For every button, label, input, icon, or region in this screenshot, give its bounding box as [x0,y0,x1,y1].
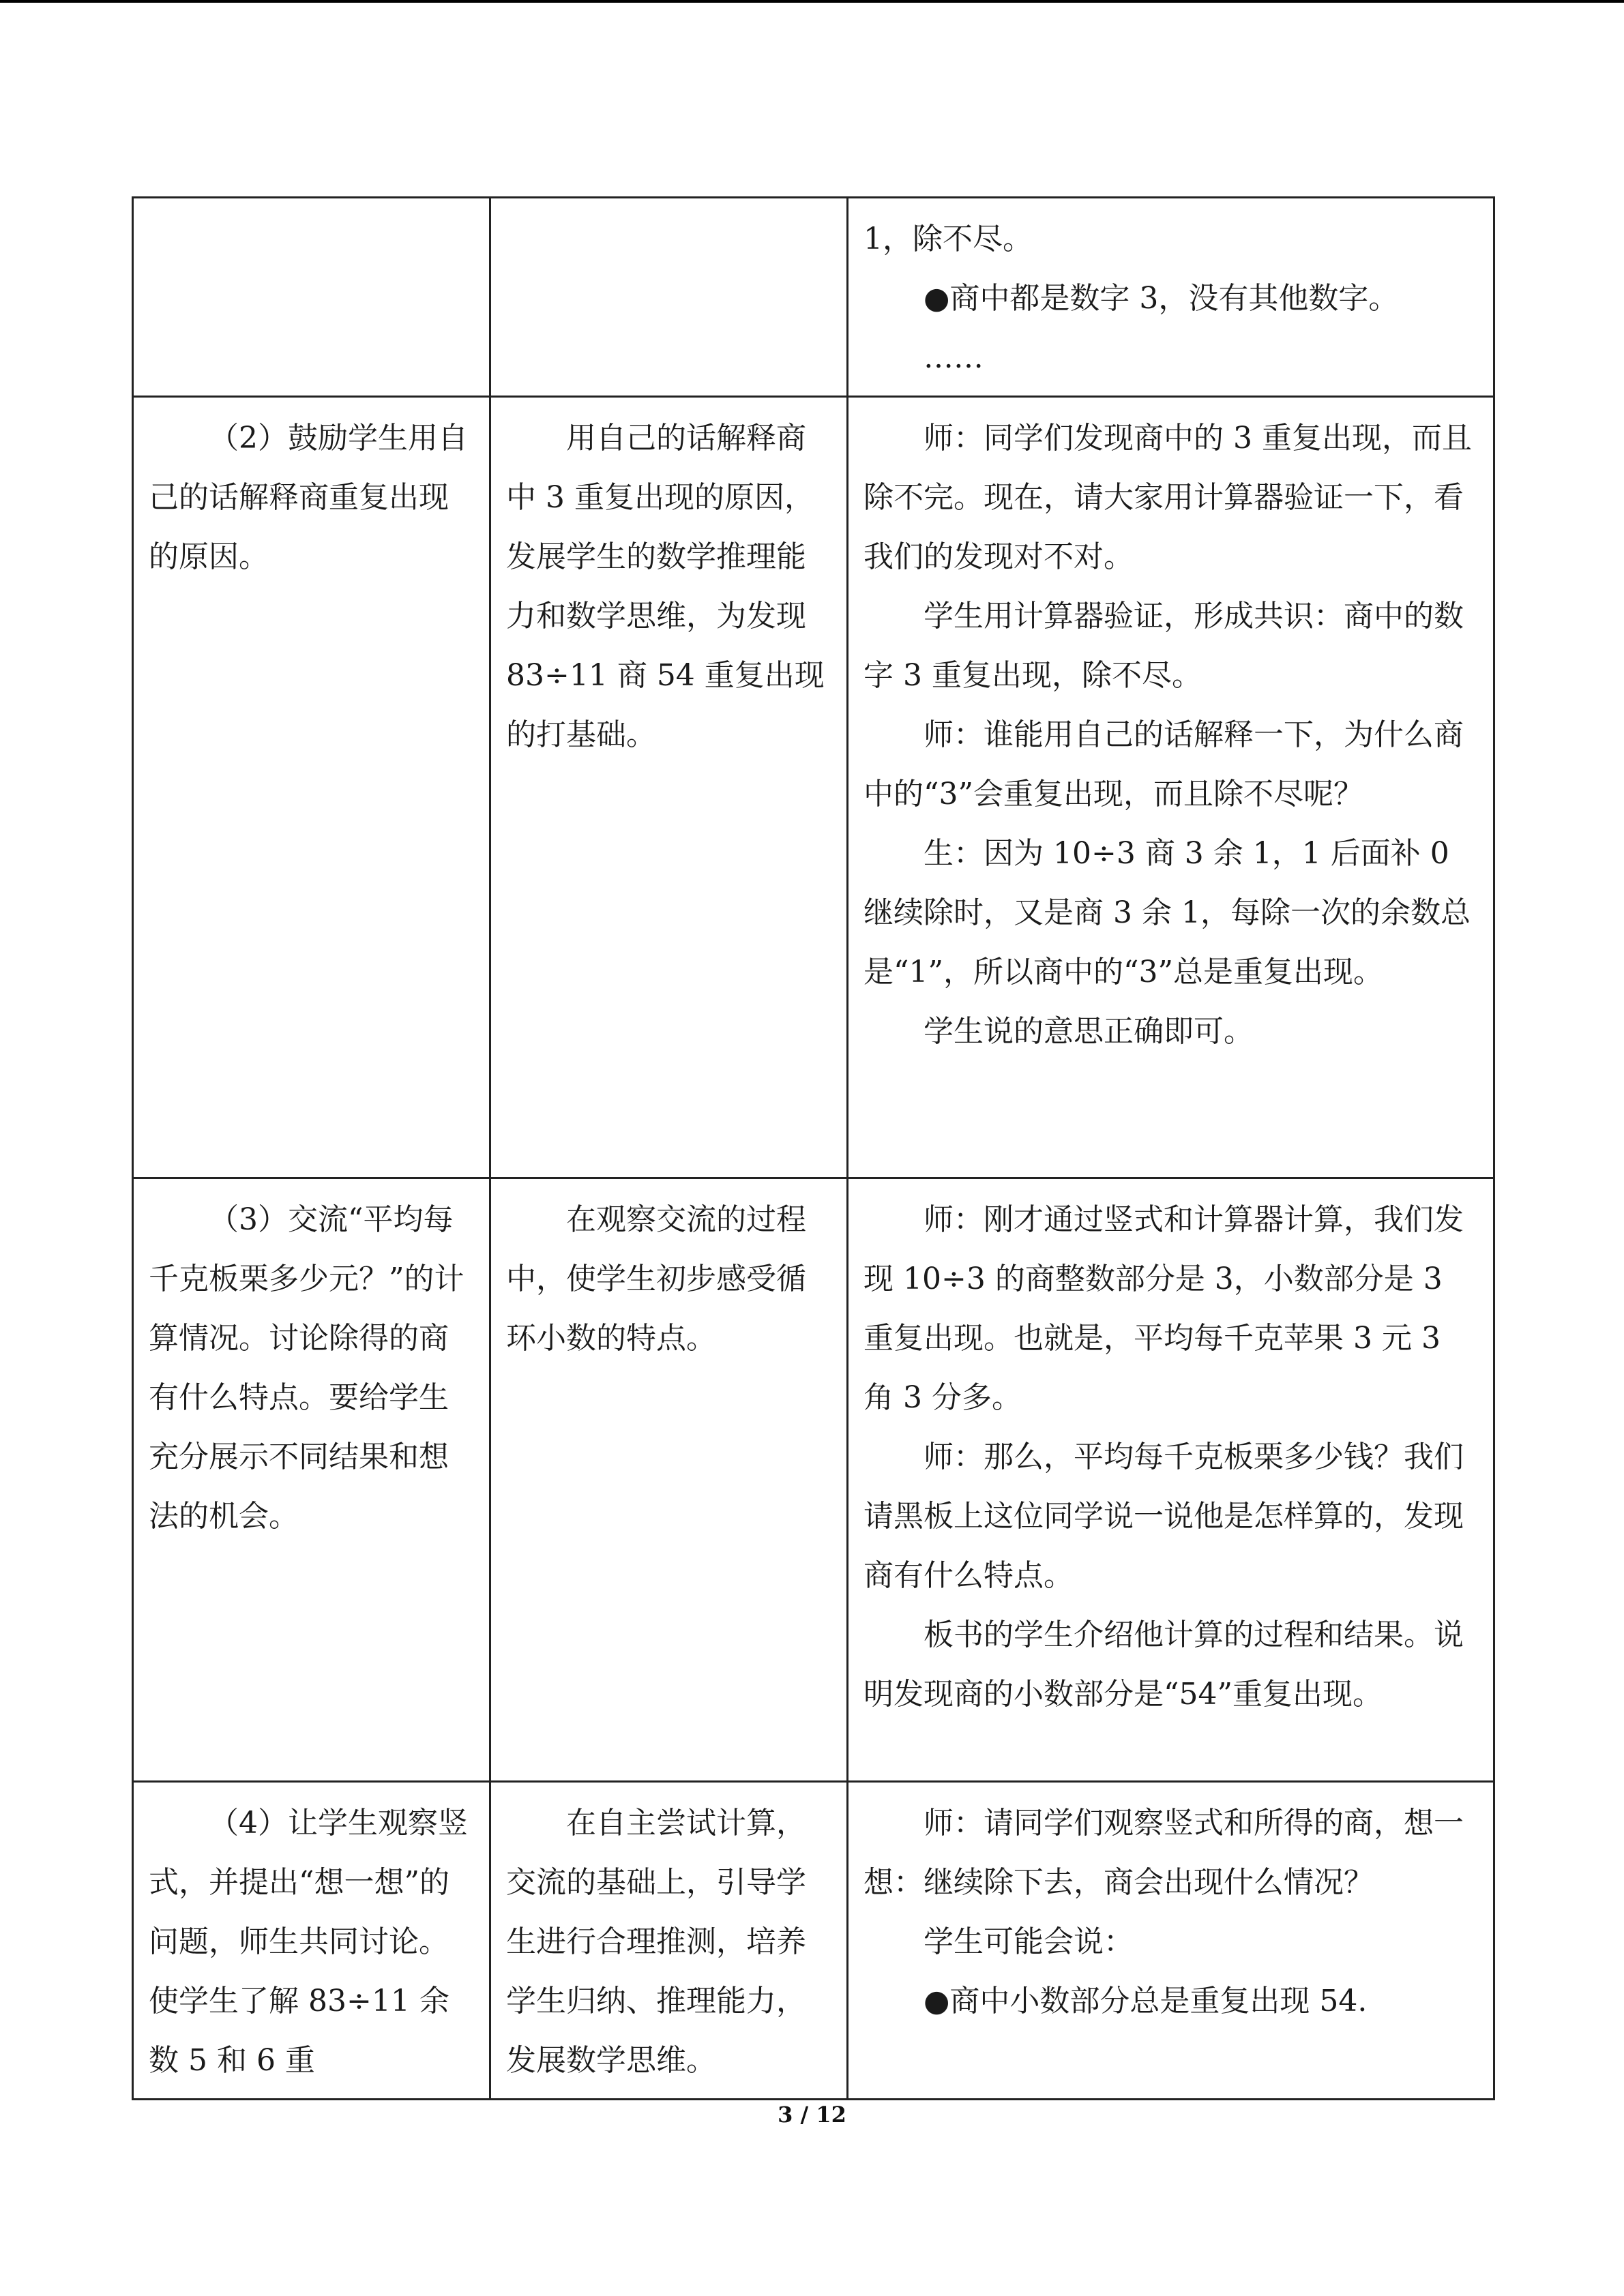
cell-design-intent [490,1178,848,1782]
cell-teaching-step [133,1178,490,1782]
table-row [133,1178,1494,1782]
page-top-border [0,0,1624,3]
table-row [133,1782,1494,2100]
cell-classroom-dialogue [848,198,1494,397]
cell-design-intent [490,397,848,1178]
table-row [133,397,1494,1178]
cell-design-intent [490,198,848,397]
dialogue-paragraph: ●商中小数部分总是重复出现 54. [924,1984,1368,2018]
dialogue-paragraph: 生：因为 10÷3 商 3 余 1，1 后面补 0 继续除时，又是商 3 余 1，每除一次的余数总是“1”，所以商中的“3”总是重复出现。 [863,836,1471,989]
dialogue-paragraph: 1，除不尽。 [863,222,1033,256]
table-row [133,198,1494,397]
step-paragraph: （4）让学生观察竖式，并提出“想一想”的问题，师生共同讨论。使学生了解 83÷11 余数 5 和 6 重 [149,1806,468,2078]
intent-paragraph: 在自主尝试计算，交流的基础上，引导学生进行合理推测，培养学生归纳、推理能力，发展数学思维。 [506,1806,806,2078]
step-paragraph: （3）交流“平均每千克板栗多少元？”的计算情况。讨论除得的商有什么特点。要给学生充分展示不同结果和想法的机会。 [149,1202,464,1534]
cell-teaching-step [133,397,490,1178]
dialogue-paragraph: 板书的学生介绍他计算的过程和结果。说明发现商的小数部分是“54”重复出现。 [863,1617,1464,1712]
intent-paragraph: 在观察交流的过程中，使学生初步感受循环小数的特点。 [506,1202,806,1356]
intent-paragraph: 用自己的话解释商中 3 重复出现的原因，发展学生的数学推理能力和数学思维，为发现 83÷11 商 54 重复出现的打基础。 [506,421,825,752]
cell-teaching-step [133,198,490,397]
cell-classroom-dialogue [848,1782,1494,2100]
dialogue-paragraph: …… [924,340,984,375]
lesson-plan-table [132,196,1495,2100]
dialogue-paragraph: 学生用计算器验证，形成共识：商中的数字 3 重复出现，除不尽。 [863,599,1464,693]
cell-design-intent [490,1782,848,2100]
dialogue-paragraph: 师：谁能用自己的话解释一下，为什么商中的“3”会重复出现，而且除不尽呢？ [863,717,1464,811]
cell-classroom-dialogue [848,397,1494,1178]
dialogue-paragraph: 师：同学们发现商中的 3 重复出现，而且除不完。现在，请大家用计算器验证一下，看我们的发现对不对。 [863,421,1472,574]
dialogue-paragraph: 学生说的意思正确即可。 [924,1014,1254,1049]
cell-classroom-dialogue [848,1178,1494,1782]
dialogue-paragraph: ●商中都是数字 3，没有其他数字。 [924,281,1399,316]
cell-teaching-step [133,1782,490,2100]
page-number: 3 / 12 [778,2102,846,2128]
dialogue-paragraph: 师：请同学们观察竖式和所得的商，想一想：继续除下去，商会出现什么情况？ [863,1806,1464,1900]
dialogue-paragraph: 学生可能会说： [924,1924,1134,1959]
dialogue-paragraph: 师：那么，平均每千克板栗多少钱？我们请黑板上这位同学说一说他是怎样算的，发现商有什么特点。 [863,1440,1464,1593]
step-paragraph: （2）鼓励学生用自己的话解释商重复出现的原因。 [149,421,468,574]
dialogue-paragraph: 师：刚才通过竖式和计算器计算，我们发现 10÷3 的商整数部分是 3，小数部分是 3 重复出现。也就是，平均每千克苹果 3 元 3 角 3 分多。 [863,1202,1464,1415]
